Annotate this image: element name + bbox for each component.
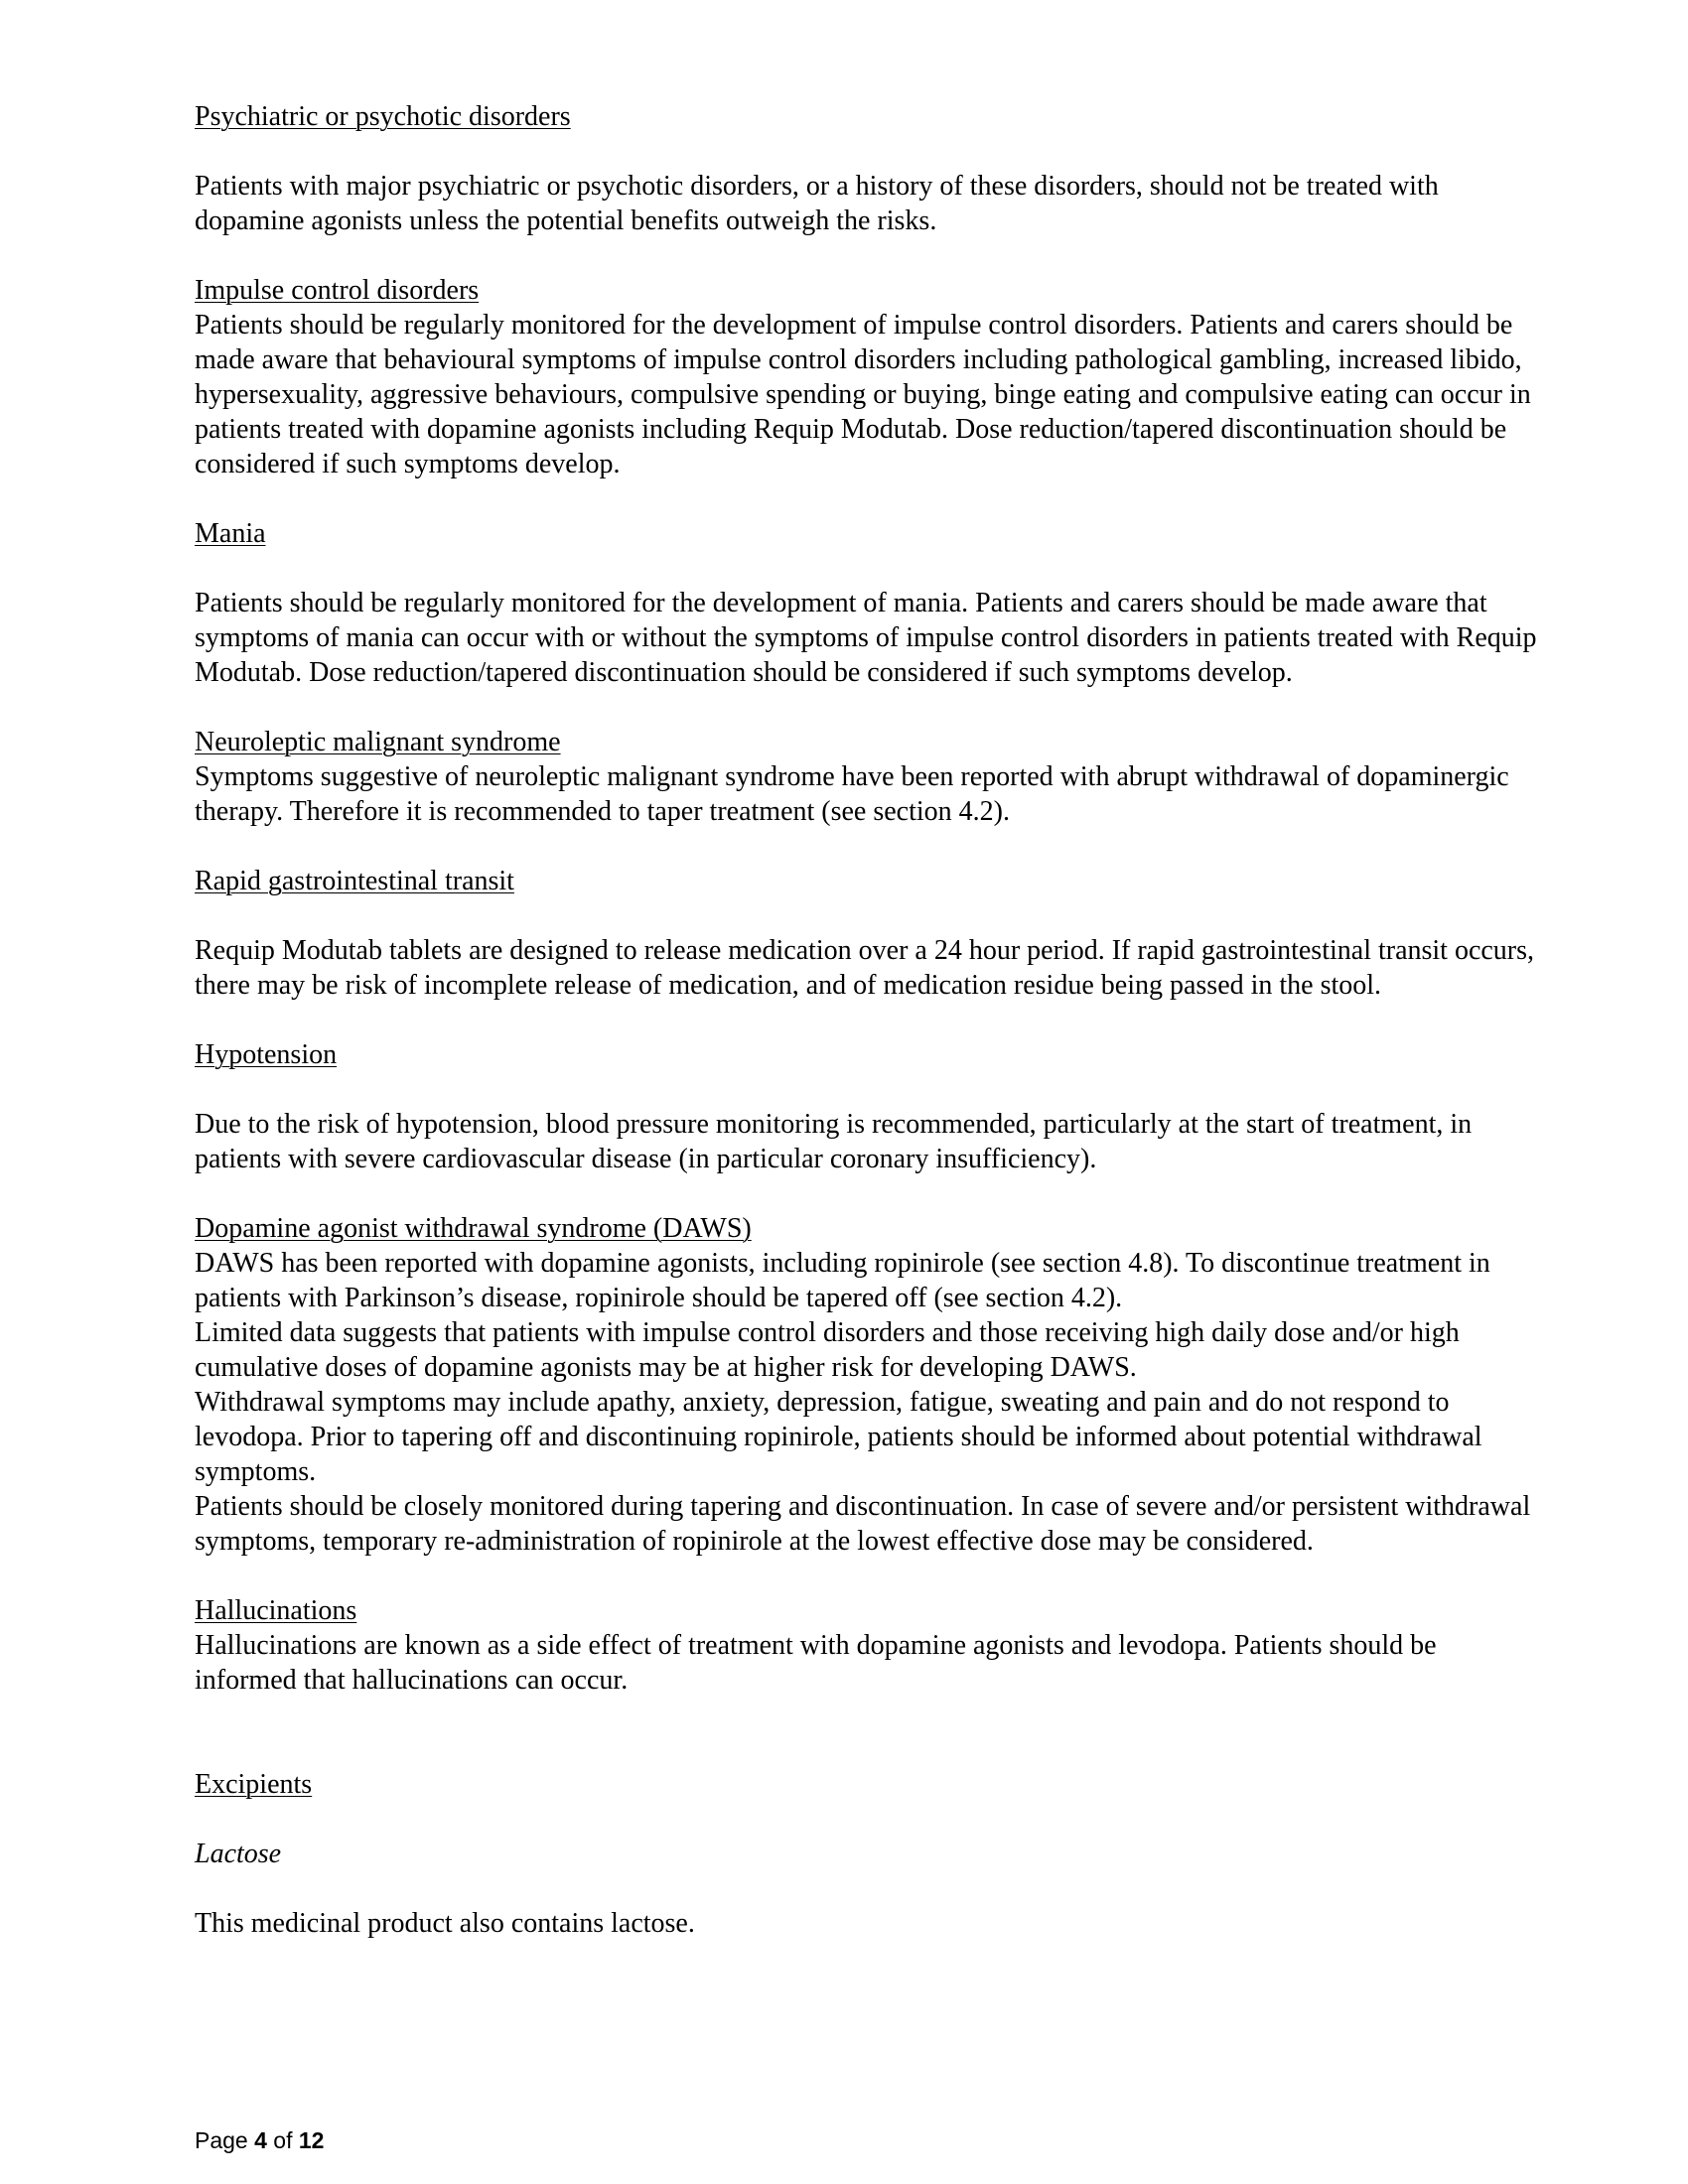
total-page-count: 12	[298, 2127, 325, 2153]
paragraph: Patients should be regularly monitored for the development of impulse control disorders. Patients and carers should be made aware that behavioural symptoms of impulse control disorders including pathological gambling, increased libido, hypersexuality, aggressive behaviours, compulsive spending or buying, binge eating and compulsive eating can occur in patients treated with dopamine agonists including Requip Modutab. Dose reduction/tapered discontinuation should be considered if such symptoms develop.	[195, 310, 1531, 479]
paragraph: Limited data suggests that patients with impulse control disorders and those receiving high daily dose and/or high cumulative doses of dopamine agonists may be at higher risk for developing DAWS.	[195, 1317, 1460, 1383]
section-hallucinations	[195, 1593, 1545, 1698]
section-neuroleptic-malignant-syndrome	[195, 725, 1545, 829]
section-heading: Psychiatric or psychotic disorders	[195, 101, 571, 132]
paragraph: Patients should be regularly monitored for the development of mania. Patients and carers should be made aware that symptoms of mania can occur with or without the symptoms of impulse control disorders in patients treated with Requip Modutab. Dose reduction/tapered discontinuation should be considered if such symptoms develop.	[195, 588, 1537, 688]
section-daws	[195, 1211, 1545, 1559]
section-impulse-control	[195, 273, 1545, 481]
paragraph: Withdrawal symptoms may include apathy, anxiety, depression, fatigue, sweating and pain and do not respond to levodopa. Prior to tapering off and discontinuing ropinirole, patients should be informed about potential withdrawal symptoms.	[195, 1387, 1482, 1487]
document-body	[195, 99, 1545, 1941]
page-of-label: of	[273, 2127, 293, 2153]
section-heading: Excipients	[195, 1769, 313, 1800]
paragraph: Due to the risk of hypotension, blood pressure monitoring is recommended, particularly at the start of treatment, in patients with severe cardiovascular disease (in particular coronary insufficiency).	[195, 1109, 1473, 1174]
paragraph: Symptoms suggestive of neuroleptic malignant syndrome have been reported with abrupt withdrawal of dopaminergic therapy. Therefore it is recommended to taper treatment (see section 4.2).	[195, 761, 1509, 827]
paragraph: Requip Modutab tablets are designed to release medication over a 24 hour period. If rapid gastrointestinal transit occurs, there may be risk of incomplete release of medication, and of medication residue being passed in the stool.	[195, 935, 1535, 1001]
section-heading: Mania	[195, 518, 266, 549]
section-excipients	[195, 1767, 1545, 1941]
paragraph: This medicinal product also contains lactose.	[195, 1908, 695, 1939]
paragraph: DAWS has been reported with dopamine agonists, including ropinirole (see section 4.8). To discontinue treatment in patients with Parkinson’s disease, ropinirole should be tapered off (see section 4.2).	[195, 1248, 1490, 1313]
paragraph: Patients with major psychiatric or psychotic disorders, or a history of these disorders, should not be treated with dopamine agonists unless the potential benefits outweigh the risks.	[195, 171, 1439, 236]
section-heading: Dopamine agonist withdrawal syndrome (DAWS)	[195, 1213, 752, 1244]
section-rapid-gi-transit	[195, 864, 1545, 1003]
current-page-number: 4	[254, 2127, 267, 2153]
section-heading: Hypotension	[195, 1039, 338, 1070]
paragraph: Patients should be closely monitored during tapering and discontinuation. In case of severe and/or persistent withdrawal symptoms, temporary re-administration of ropinirole at the lowest effective dose may be considered.	[195, 1491, 1531, 1557]
section-heading: Neuroleptic malignant syndrome	[195, 727, 561, 757]
section-psychiatric	[195, 99, 1545, 238]
subsection-heading: Lactose	[195, 1839, 282, 1869]
page-label: Page	[195, 2127, 248, 2153]
section-hypotension	[195, 1037, 1545, 1176]
section-heading: Rapid gastrointestinal transit	[195, 866, 514, 896]
page-footer	[195, 2126, 324, 2154]
section-mania	[195, 516, 1545, 690]
section-heading: Hallucinations	[195, 1595, 357, 1626]
paragraph: Hallucinations are known as a side effect of treatment with dopamine agonists and levodopa. Patients should be informed that hallucinations can occur.	[195, 1630, 1437, 1696]
section-heading: Impulse control disorders	[195, 275, 480, 306]
